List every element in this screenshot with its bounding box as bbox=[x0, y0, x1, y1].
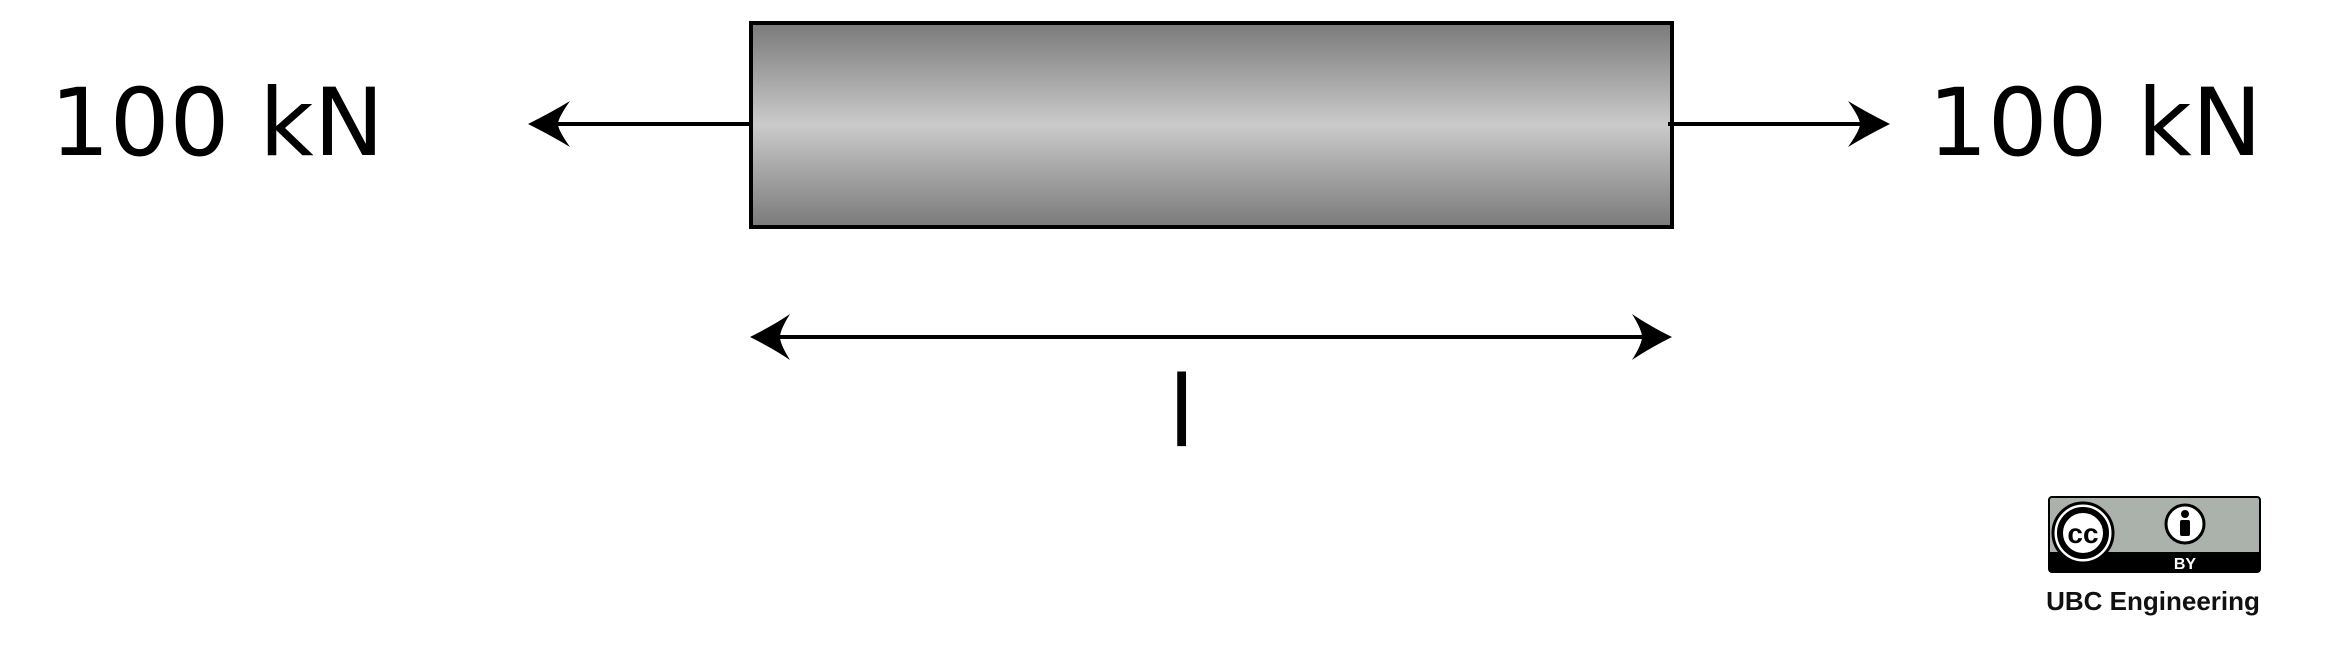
cc-badge-text: cc bbox=[2067, 518, 2099, 549]
by-badge-text: BY bbox=[2173, 556, 2197, 573]
left-force-arrow bbox=[528, 101, 755, 147]
tension-bar bbox=[751, 23, 1672, 227]
cc-logo-icon bbox=[2053, 503, 2113, 563]
right-force-label: 100 kN bbox=[1928, 69, 2263, 178]
length-dimension-arrow bbox=[750, 314, 1672, 360]
credit-label: UBC Engineering bbox=[2046, 586, 2260, 616]
attribution-person-icon bbox=[2166, 505, 2204, 543]
left-force-label: 100 kN bbox=[50, 69, 385, 178]
length-label: l bbox=[1168, 356, 1196, 470]
right-force-arrow bbox=[1668, 101, 1890, 147]
cc-by-license-badge bbox=[2049, 497, 2260, 573]
